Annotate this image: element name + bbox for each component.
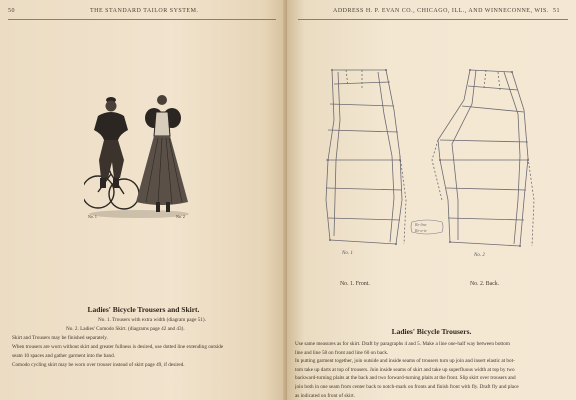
right-title: Ladies' Bicycle Trousers. bbox=[391, 327, 472, 336]
right-para-line-2: line and line 58 on front and line 60 on back. bbox=[295, 349, 389, 356]
right-para-line-6: join both in one seam from center back to notch-mark on fronts and finish front with fly. Draft fly and place bbox=[295, 383, 519, 390]
front-draft-mark: No. 1 bbox=[342, 251, 353, 256]
left-line-5: seam 10 spaces and gather garment into the band. bbox=[12, 353, 115, 359]
right-para-line-1: Use same measures as for skirt. Draft by paragraphs 4 and 5. Make a line one-half way between bottom bbox=[295, 341, 510, 347]
right-para-line-4: tom take up darts at top of trousers. Join inside seams of skirt and take up superfluous width at top by two bbox=[295, 366, 515, 373]
left-running-head: THE STANDARD TAILOR SYSTEM. bbox=[90, 8, 199, 14]
left-line-2: No. 2. Ladies' Comodo Skirt. (diagrams page 42 and 43). bbox=[66, 326, 185, 332]
right-para-line-7: as indicated on front of skirt. bbox=[295, 392, 355, 399]
right-para-line-5: backward-turning plaits at the back and two forward-turning plaits at the front. Slip skirt over trousers and bbox=[295, 375, 516, 382]
left-header-rule bbox=[8, 19, 276, 20]
right-para-line-3: In putting garment together, join outside and inside seams of trousers turn up join and insert elastic at bot- bbox=[295, 358, 515, 365]
right-header-rule bbox=[298, 19, 568, 20]
left-line-3: Skirt and Trousers may be finished separately. bbox=[12, 335, 108, 341]
front-pattern-draft bbox=[318, 60, 413, 260]
back-pattern-draft bbox=[428, 60, 540, 260]
left-page bbox=[0, 0, 287, 400]
caption-front: No. 1. Front. bbox=[340, 281, 370, 287]
back-draft-mark: No. 2 bbox=[474, 253, 485, 258]
left-line-4: When trousers are worn without skirt and greater fullness is desired, use dotted line extending outside bbox=[12, 344, 224, 350]
left-page-number: 50 bbox=[8, 8, 15, 14]
left-line-6: Comodo cycling skirt may be worn over trouser instead of skirt page 49, if desired. bbox=[12, 362, 185, 368]
figure-label-no1: No. 1 bbox=[88, 214, 97, 219]
left-line-1: No. 1. Trousers with extra width (diagram page 51). bbox=[98, 317, 206, 323]
right-paragraph bbox=[295, 340, 568, 400]
pencil-note-line-2: Re-a-ie bbox=[415, 228, 427, 233]
right-running-head: ADDRESS H. P. EVAN CO., CHICAGO, ILL., AND WINNECONNE, WIS. bbox=[333, 8, 549, 14]
pencil-note-line-1: Re-line bbox=[415, 222, 427, 227]
left-title: Ladies' Bicycle Trousers and Skirt. bbox=[87, 305, 200, 314]
cyclists-illustration bbox=[84, 90, 194, 220]
caption-back: No. 2. Back. bbox=[470, 281, 500, 287]
right-page-number: 51 bbox=[553, 8, 560, 14]
figure-label-no2: No. 2 bbox=[176, 214, 185, 219]
